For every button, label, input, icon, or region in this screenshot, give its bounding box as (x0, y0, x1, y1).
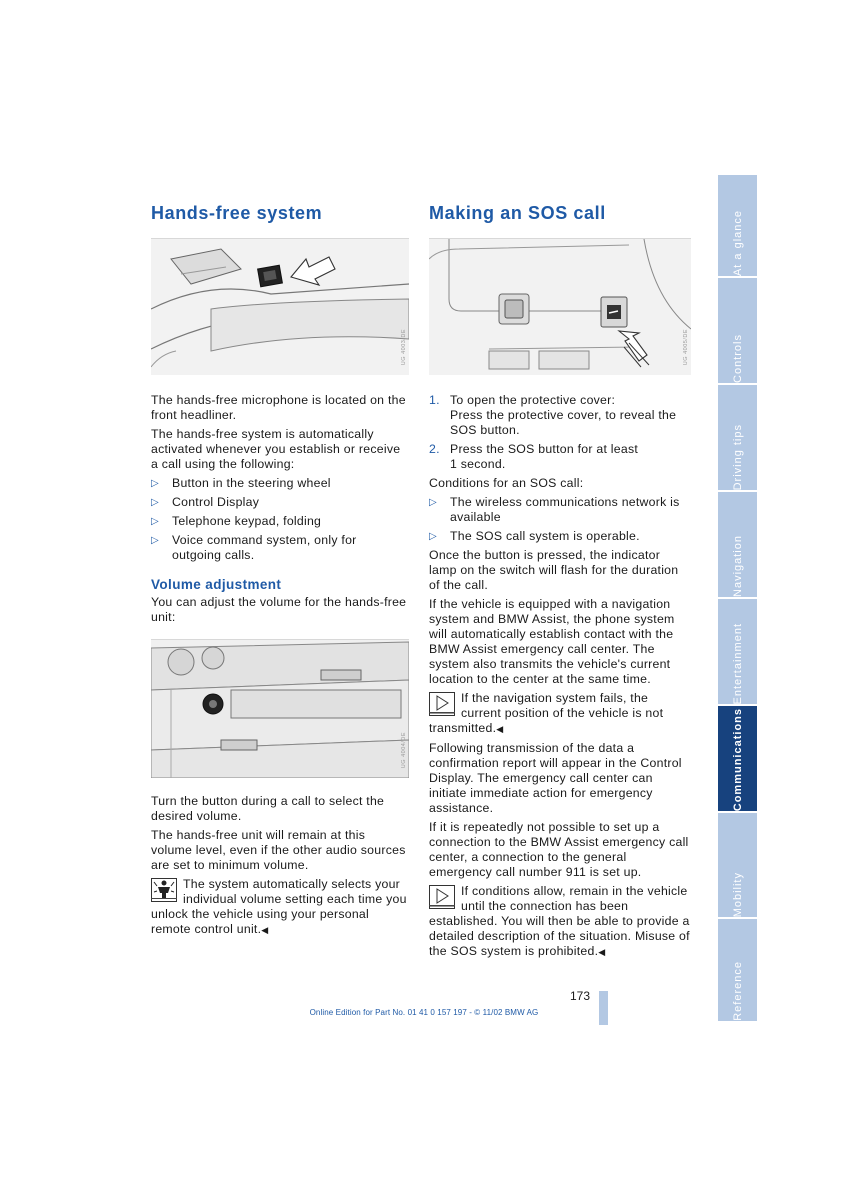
sos-conditions-list (429, 495, 691, 544)
activation-methods-list (151, 476, 409, 563)
tab-communications[interactable]: Communications (718, 706, 757, 811)
chapter-tabs (718, 175, 757, 1023)
end-mark-icon: ◀ (261, 925, 269, 935)
step-item: 2. Press the SOS button for at least 1 second. (429, 442, 639, 471)
end-mark-icon: ◀ (496, 724, 504, 734)
paragraph: Conditions for an SOS call: (429, 476, 584, 490)
step-number: 1. (429, 393, 440, 407)
tab-at-a-glance[interactable]: At a glance (718, 175, 757, 276)
note-arrow-icon (429, 885, 455, 909)
paragraph: Following transmission of the data a confirmation report will appear in the Control Display. The emergency call center can initiate immediate action for emergency assistance. (429, 741, 682, 815)
volume-knob-drawing (151, 640, 409, 778)
figure-code: UG 4003/DE (401, 328, 407, 365)
paragraph: Once the button is pressed, the indicator lamp on the switch will flash for the duration of the call. (429, 548, 679, 592)
bullet-triangle-icon: ▷ (429, 531, 437, 542)
bullet-triangle-icon: ▷ (151, 535, 159, 546)
paragraph: Turn the button during a call to select the desired volume. (151, 794, 385, 823)
tip-person-icon (151, 878, 177, 902)
list-item: ▷ Telephone keypad, folding (151, 514, 322, 528)
figure-code: UG 4005/DE (683, 328, 689, 365)
right-column (429, 200, 691, 964)
tab-entertainment[interactable]: Entertainment (718, 599, 757, 704)
tip-note: The system automatically selects your individual volume setting each time you unlock the vehicle using your personal remote control unit.◀ (151, 877, 407, 936)
right-text (429, 393, 691, 960)
headliner-drawing (151, 239, 409, 375)
sos-button-illustration (429, 238, 691, 375)
tab-reference[interactable]: Reference (718, 919, 757, 1021)
page-number: 173 (570, 989, 591, 1003)
bullet-triangle-icon: ▷ (151, 478, 159, 489)
tab-navigation[interactable]: Navigation (718, 492, 757, 597)
section-heading-hands-free: Hands-free system (151, 203, 323, 223)
tab-controls[interactable]: Controls (718, 278, 757, 383)
step-number: 2. (429, 442, 440, 456)
figure-code: UG 4004/DE (401, 731, 407, 768)
list-item: ▷ Voice command system, only for outgoing calls. (151, 533, 357, 562)
note-remain-in-vehicle: If conditions allow, remain in the vehicle until the connection has been established. You will then be able to provide a detailed description of the situation. Misuse of the SOS system is prohibited.◀ (429, 884, 690, 958)
note-arrow-icon (429, 692, 455, 716)
footer-edition-note: Online Edition for Part No. 01 41 0 157 197 - © 11/02 BMW AG (309, 1008, 539, 1017)
list-item: ▷ The SOS call system is operable. (429, 529, 640, 543)
list-item: ▷ The wireless communications network is available (429, 495, 680, 524)
subheading-volume-adjustment: Volume adjustment (151, 577, 282, 592)
tab-driving-tips[interactable]: Driving tips (718, 385, 757, 490)
bullet-triangle-icon: ▷ (151, 516, 159, 527)
sos-console-drawing (429, 239, 691, 375)
bullet-triangle-icon: ▷ (429, 497, 437, 508)
tab-mobility[interactable]: Mobility (718, 813, 757, 917)
paragraph: You can adjust the volume for the hands-free unit: (151, 595, 407, 624)
left-text-1 (151, 393, 409, 563)
left-text-2 (151, 794, 409, 938)
list-item: ▷ Button in the steering wheel (151, 476, 331, 490)
sos-steps-list (429, 393, 691, 472)
left-column (151, 200, 409, 942)
section-heading-sos-call: Making an SOS call (429, 203, 606, 223)
note-navigation-failure: If the navigation system fails, the current position of the vehicle is not transmitted.◀ (429, 691, 664, 735)
volume-knob-illustration (151, 639, 409, 778)
microphone-location-illustration (151, 238, 409, 375)
paragraph: The hands-free unit will remain at this volume level, even if the other audio sources are set to minimum volume. (151, 828, 406, 872)
step-item: 1. To open the protective cover: Press the protective cover, to reveal the SOS button. (429, 393, 677, 437)
paragraph: The hands-free system is automatically activated whenever you establish or receive a call using the following: (151, 427, 401, 471)
list-item: ▷ Control Display (151, 495, 260, 509)
paragraph: The hands-free microphone is located on the front headliner. (151, 393, 406, 422)
paragraph: If the vehicle is equipped with a navigation system and BMW Assist, the phone system will automatically establish contact with the BMW Assist emergency call center. The system also transmits the vehicle's current location to the center at the same time. (429, 597, 675, 686)
paragraph: If it is repeatedly not possible to set up a connection to the BMW Assist emergency call center, a connection to the general emergency call number 911 is set up. (429, 820, 689, 879)
bullet-triangle-icon: ▷ (151, 497, 159, 508)
end-mark-icon: ◀ (598, 947, 606, 957)
